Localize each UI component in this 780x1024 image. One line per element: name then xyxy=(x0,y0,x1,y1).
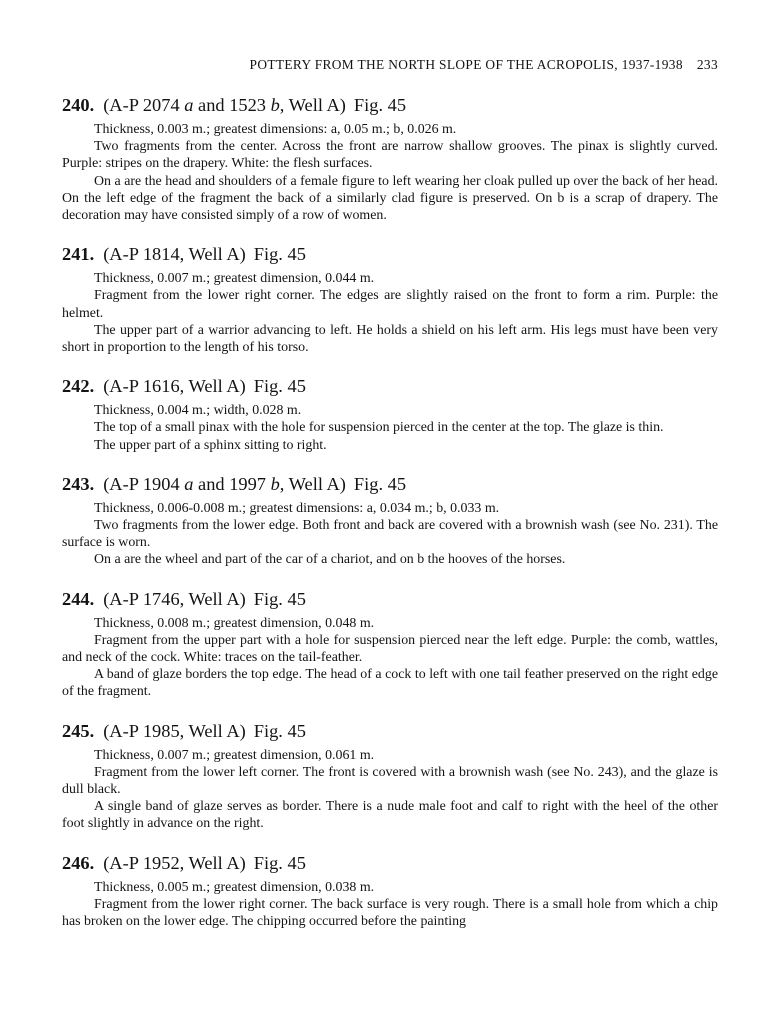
entry-number: 245. xyxy=(62,720,95,741)
entry-subject: A single band of glaze serves as border. There is a nude male foot and calf to right with the heel of the other foot slightly in advance on the right. xyxy=(62,799,718,832)
entry-measurements: Thickness, 0.005 m.; greatest dimension, 0.038 m. xyxy=(94,879,375,895)
entry-measurements: Thickness, 0.008 m.; greatest dimension, 0.048 m. xyxy=(94,615,375,631)
entry-number: 246. xyxy=(62,852,95,873)
entry-number: 241. xyxy=(62,244,95,265)
catalogue-entry-242 xyxy=(62,374,718,454)
entry-heading xyxy=(62,851,718,876)
entry-reference: (A-P 1814, Well A) xyxy=(103,244,246,265)
entry-reference: (A-P 1985, Well A) xyxy=(103,720,246,741)
entry-measurements: Thickness, 0.003 m.; greatest dimensions: a, 0.05 m.; b, 0.026 m. xyxy=(94,122,457,137)
figure-reference: Fig. 45 xyxy=(353,95,407,115)
figure-reference: Fig. 45 xyxy=(253,720,306,741)
entry-description: The top of a small pinax with the hole for suspension pierced in the center at the top. The glaze is thin. xyxy=(94,420,664,436)
page-number: 233 xyxy=(696,57,718,72)
catalogue-entry-241 xyxy=(62,242,718,356)
entry-heading xyxy=(62,472,718,497)
figure-reference: Fig. 45 xyxy=(353,473,407,494)
entry-number: 244. xyxy=(62,588,95,609)
entry-measurements: Thickness, 0.007 m.; greatest dimension, 0.061 m. xyxy=(94,747,375,763)
figure-reference: Fig. 45 xyxy=(253,852,306,873)
entry-heading xyxy=(62,374,718,399)
entry-heading xyxy=(62,587,718,612)
catalogue-entry-246 xyxy=(62,851,718,931)
catalogue-entries xyxy=(62,93,718,948)
catalogue-entry-240 xyxy=(62,93,718,224)
catalogue-entry-245 xyxy=(62,719,718,833)
entry-heading xyxy=(62,93,718,118)
catalogue-entry-244 xyxy=(62,587,718,701)
entry-subject: The upper part of a sphinx sitting to right. xyxy=(94,437,327,453)
figure-reference: Fig. 45 xyxy=(253,244,306,265)
entry-description: Two fragments from the lower edge. Both front and back are covered with a brownish wash (see No. 231). The surface is worn. xyxy=(62,518,718,551)
entry-number: 240. xyxy=(62,95,95,115)
figure-reference: Fig. 45 xyxy=(253,588,306,609)
entry-heading xyxy=(62,719,718,744)
entry-subject: On a are the wheel and part of the car of a chariot, and on b the hooves of the horses. xyxy=(94,552,566,568)
entry-description: Fragment from the lower left corner. The front is covered with a brownish wash (see No. 243), and the glaze is dull black. xyxy=(62,764,718,798)
running-head xyxy=(62,57,718,73)
entry-reference: (A-P 1952, Well A) xyxy=(103,852,246,873)
entry-description: Fragment from the lower right corner. The back surface is very rough. There is a small hole from which a chip has broken on the lower edge. The chipping occurred before the painting xyxy=(62,896,718,930)
catalogue-entry-243 xyxy=(62,472,718,569)
entry-measurements: Thickness, 0.006-0.008 m.; greatest dimensions: a, 0.034 m.; b, 0.033 m. xyxy=(94,500,500,516)
entry-number: 242. xyxy=(62,376,95,397)
figure-reference: Fig. 45 xyxy=(253,376,306,397)
entry-reference: (A-P 2074 a and 1523 b, Well A) xyxy=(103,95,346,115)
entry-reference: (A-P 1746, Well A) xyxy=(103,588,246,609)
running-head-title: POTTERY FROM THE NORTH SLOPE OF THE ACROPOLIS, 1937-1938 xyxy=(249,57,683,72)
entry-measurements: Thickness, 0.004 m.; width, 0.028 m. xyxy=(94,403,302,419)
entry-heading xyxy=(62,242,718,267)
entry-description: Fragment from the upper part with a hole for suspension pierced near the left edge. Purple: the comb, wattles, and neck of the cock. White: traces on the tail-feather. xyxy=(62,632,718,666)
entry-subject: The upper part of a warrior advancing to left. He holds a shield on his left arm. His legs must have been very short in proportion to the length of his torso. xyxy=(62,322,718,356)
entry-subject: On a are the head and shoulders of a female figure to left wearing her cloak pulled up over the back of her head. On the left edge of the fragment the back of a similarly clad figure is preserved. On b is a scrap of drapery. The decoration may have consisted simply of a row of women. xyxy=(62,173,718,224)
entry-measurements: Thickness, 0.007 m.; greatest dimension, 0.044 m. xyxy=(94,271,375,287)
entry-reference: (A-P 1616, Well A) xyxy=(103,376,246,397)
entry-description: Fragment from the lower right corner. The edges are slightly raised on the front to form a rim. Purple: the helmet. xyxy=(62,288,718,321)
entry-reference: (A-P 1904 a and 1997 b, Well A) xyxy=(103,473,346,494)
entry-subject: A band of glaze borders the top edge. The head of a cock to left with one tail feather preserved on the right edge of the fragment. xyxy=(62,667,718,700)
entry-number: 243. xyxy=(62,473,95,494)
entry-description: Two fragments from the center. Across the front are narrow shallow grooves. The pinax is slightly curved. Purple: stripes on the drapery. White: the flesh surfaces. xyxy=(62,139,718,172)
